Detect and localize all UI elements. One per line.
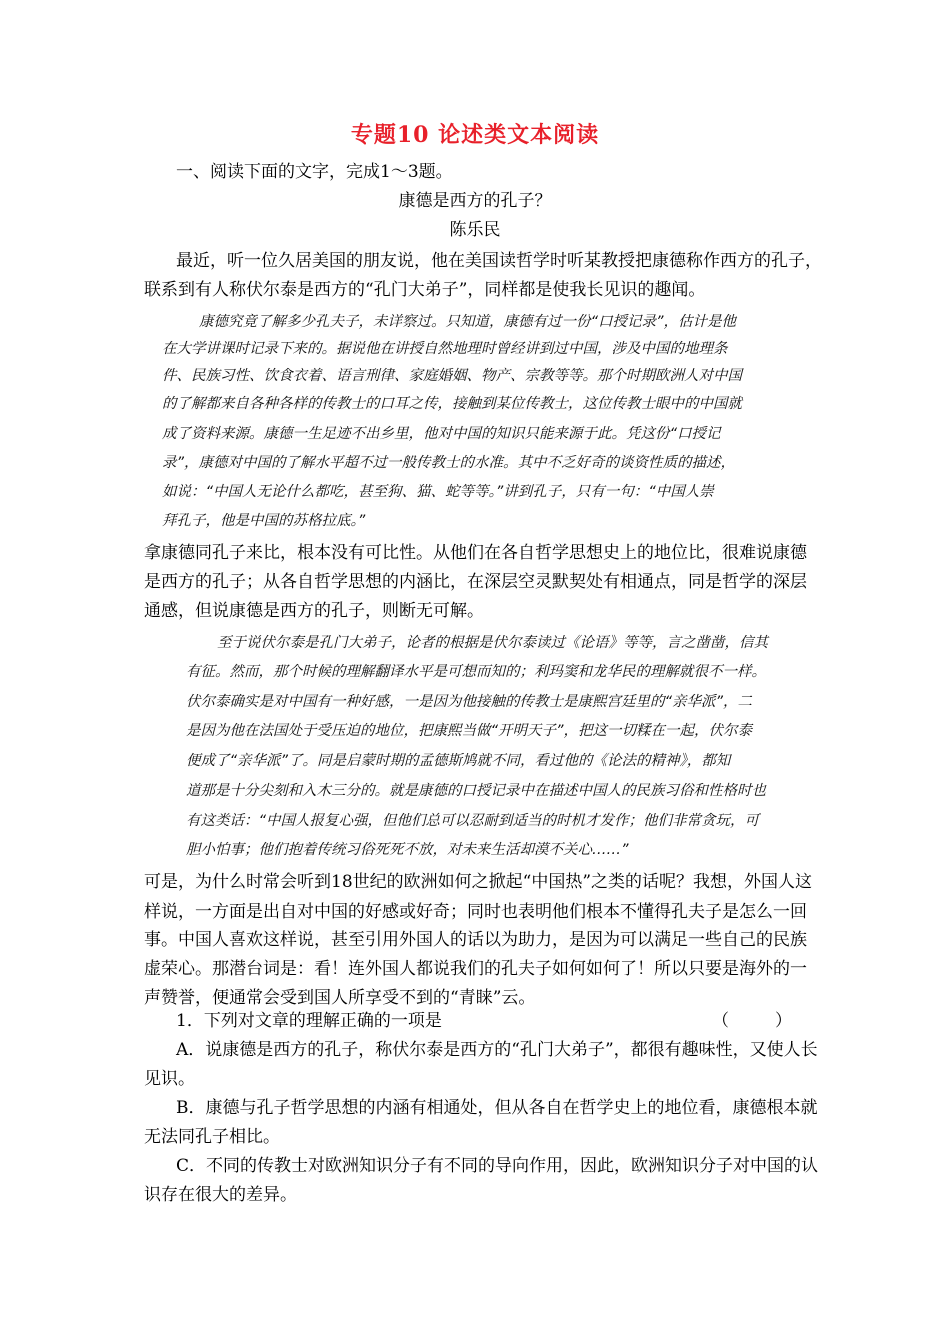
instruction: 一、阅读下面的文字，完成1～3题。 — [176, 162, 453, 182]
option-c: C．不同的传教士对欧洲知识分子有不同的导向作用，因此，欧洲知识分子对中国的认 — [176, 1156, 819, 1176]
p3-line: 样说，一方面是出自对中国的好感或好奇；同时也表明他们根本不懂得孔夫子是怎么一回 — [144, 902, 807, 922]
p2-line: 是西方的孔子；从各自哲学思想的内涵比，在深层空灵默契处有相通点，同是哲学的深层 — [144, 572, 807, 592]
quote2-line: 便成了“亲华派”了。同是启蒙时期的孟德斯鸠就不同，看过他的《论法的精神》，都知 — [186, 753, 731, 769]
quote1-line: 康德究竟了解多少孔夫子，未详察过。只知道，康德有过一份“口授记录”，估计是他 — [199, 314, 737, 330]
quote1-line: 如说：“中国人无论什么都吃，甚至狗、猫、蛇等等。”讲到孔子，只有一句：“中国人崇 — [162, 484, 714, 500]
quote1-line: 录”，康德对中国的了解水平超不过一般传教士的水准。其中不乏好奇的谈资性质的描述， — [162, 455, 736, 471]
answer-paren-close: ） — [775, 1011, 792, 1031]
question-stem: 1．下列对文章的理解正确的一项是 — [176, 1011, 442, 1031]
answer-blank — [712, 1011, 792, 1031]
article-title: 康德是西方的孔子？ — [398, 191, 552, 211]
option-a: A．说康德是西方的孔子，称伏尔泰是西方的“孔门大弟子”，都很有趣味性，又使人长 — [176, 1040, 818, 1060]
quote2-line: 是因为他在法国处于受压迫的地位，把康熙当做“开明天子”，把这一切糅在一起，伏尔泰 — [186, 723, 753, 739]
quote1-line: 拜孔子，他是中国的苏格拉底。” — [162, 513, 366, 529]
quote1-line: 件、民族习性、饮食衣着、语言刑律、家庭婚姻、物产、宗教等等。那个时期欧洲人对中国 — [162, 368, 742, 384]
option-c: 识存在很大的差异。 — [144, 1185, 297, 1205]
quote2-line: 胆小怕事；他们抱着传统习俗死死不放，对未来生活却漠不关心……” — [186, 842, 629, 858]
p1-line: 联系到有人称伏尔泰是西方的“孔门大弟子”，同样都是使我长见识的趣闻。 — [144, 280, 706, 300]
p3-line: 事。中国人喜欢这样说，甚至引用外国人的话以为助力，是因为可以满足一些自己的民族 — [144, 930, 807, 950]
p3-line: 声赞誉，便通常会受到国人所享受不到的“青睐”云。 — [144, 988, 536, 1008]
p2-line: 拿康德同孔子来比，根本没有可比性。从他们在各自哲学思想史上的地位比，很难说康德 — [144, 543, 807, 563]
quote2-line: 有征。然而，那个时候的理解翻译水平是可想而知的；利玛窦和龙华民的理解就很不一样。 — [186, 664, 766, 680]
quote2-line: 有这类话：“中国人报复心强，但他们总可以忍耐到适当的时机才发作；他们非常贪玩，可 — [186, 813, 760, 829]
page-title: 专题10 论述类文本阅读 — [350, 122, 600, 148]
quote2-line: 伏尔泰确实是对中国有一种好感，一是因为他接触的传教士是康熙宫廷里的“亲华派”，二 — [186, 694, 753, 710]
p3-line: 虚荣心。那潜台词是：看！连外国人都说我们的孔夫子如何如何了！所以只要是海外的一 — [144, 959, 807, 979]
option-a: 见识。 — [144, 1069, 195, 1089]
option-b: 无法同孔子相比。 — [144, 1127, 280, 1147]
quote2-line: 道那是十分尖刻和入木三分的。就是康德的口授记录中在描述中国人的民族习俗和性格时也 — [186, 783, 766, 799]
answer-paren-open: （ — [712, 1011, 729, 1031]
quote1-line: 的了解都来自各种各样的传教士的口耳之传，接触到某位传教士，这位传教士眼中的中国就 — [162, 396, 742, 412]
quote1-line: 在大学讲课时记录下来的。据说他在讲授自然地理时曾经讲到过中国，涉及中国的地理条 — [162, 341, 728, 357]
article-author: 陈乐民 — [449, 220, 501, 240]
quote2-line: 至于说伏尔泰是孔门大弟子，论者的根据是伏尔泰读过《论语》等等，言之凿凿，信其 — [217, 635, 768, 651]
p1-line: 最近，听一位久居美国的朋友说，他在美国读哲学时听某教授把康德称作西方的孔子， — [176, 251, 822, 271]
p3-line: 可是，为什么时常会听到18世纪的欧洲如何之掀起“中国热”之类的话呢？我想，外国人这 — [144, 872, 813, 892]
option-b: B．康德与孔子哲学思想的内涵有相通处，但从各自在哲学史上的地位看，康德根本就 — [176, 1098, 818, 1118]
p2-line: 通感，但说康德是西方的孔子，则断无可解。 — [144, 601, 484, 621]
quote1-line: 成了资料来源。康德一生足迹不出乡里，他对中国的知识只能来源于此。凭这份“口授记 — [162, 426, 721, 442]
